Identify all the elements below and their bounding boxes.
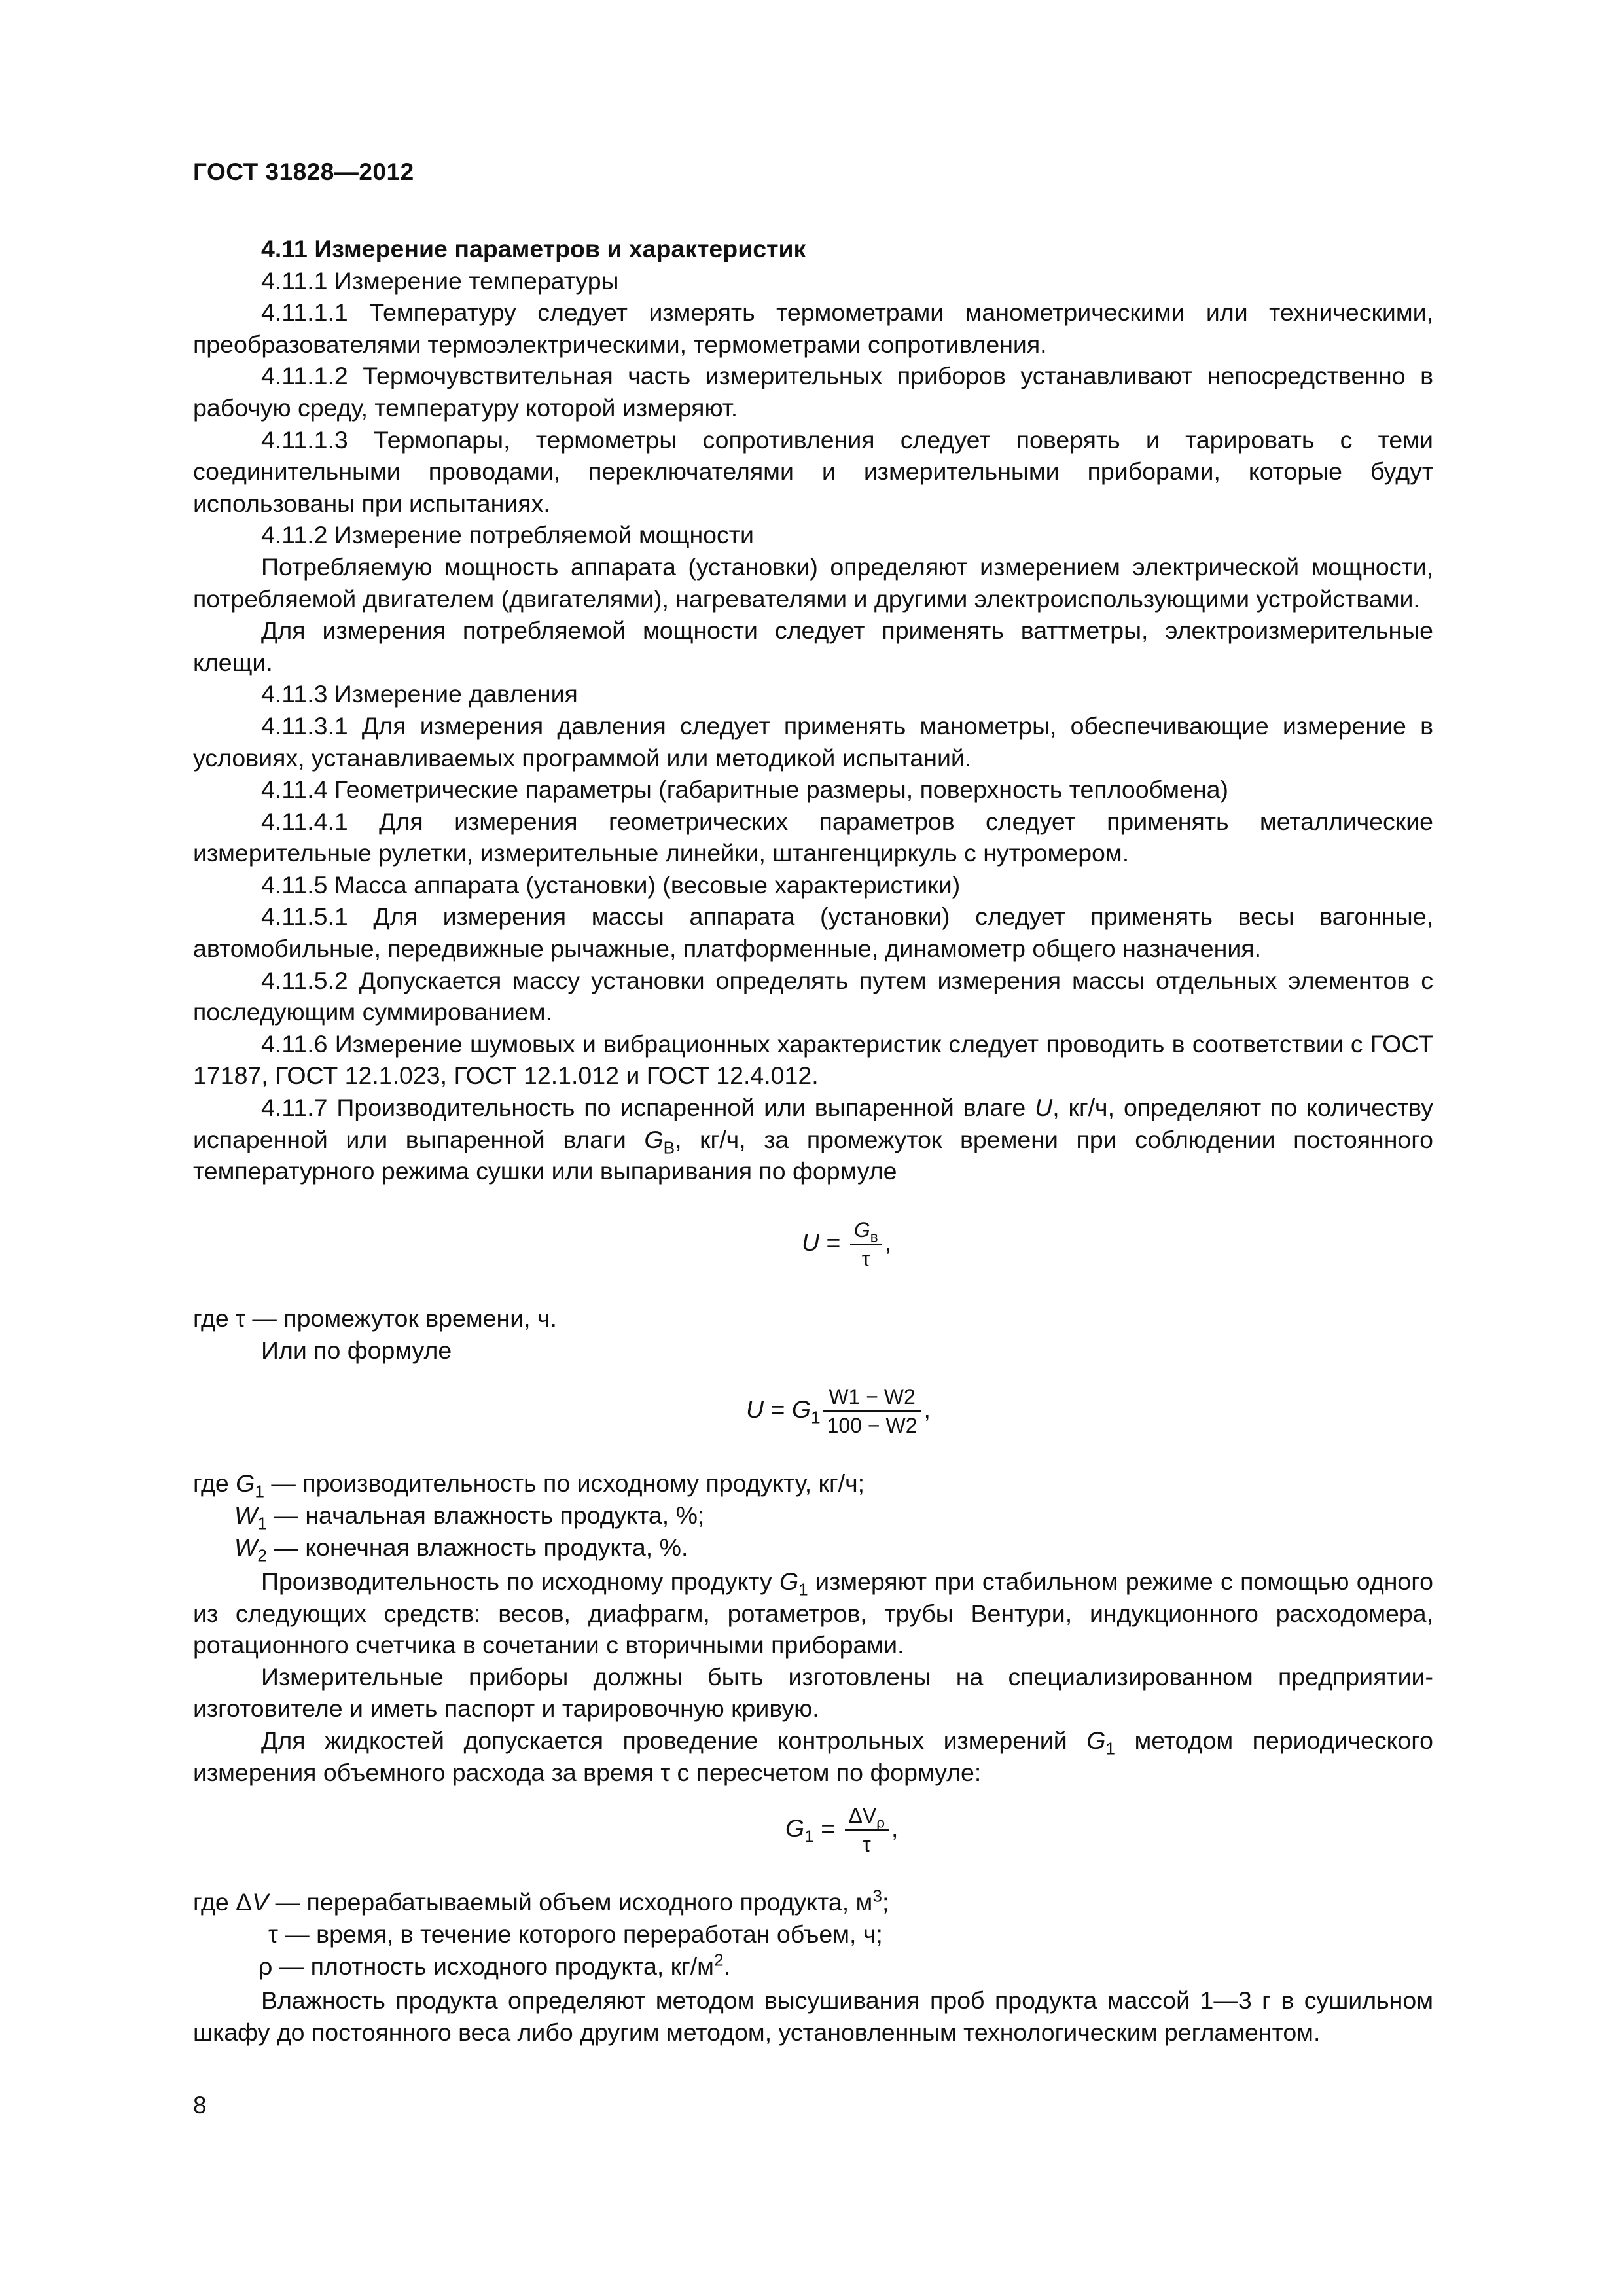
paragraph-4-11-1-3: 4.11.1.3 Термопары, термометры сопротивления следует поверять и тарировать с теми соединительными проводами, переключателями и измерительными приборами, которые будут использованы при испытаниях.: [193, 425, 1433, 517]
formula-productivity: U = $\frac{G_в}{\tau}$ ,: [802, 1218, 892, 1270]
paragraph-4-11-2: 4.11.2 Измерение потребляемой мощности: [261, 521, 754, 549]
formula-fraction: $\frac{W1 - W2}{100 - W2}$: [823, 1384, 921, 1438]
formula-fraction: $\frac{\Delta V_\rho}{\tau}$: [845, 1803, 889, 1857]
where-delta-v: где ΔV — перерабатываемый объем исходного продукта, $м^3$;: [193, 1886, 889, 1916]
paragraph-4-11-1-2: 4.11.1.2 Термочувствительная часть измерительных приборов устанавливают непосредственно в рабочую среду, температуру которой измеряют.: [193, 362, 1433, 422]
paragraph-moisture: Влажность продукта определяют методом высушивания проб продукта массой 1—3 г в сушильном шкафу до постоянного веса либо другим методом, установленным технологическим регламентом.: [193, 1986, 1433, 2046]
body-final: [193, 1984, 1433, 2048]
paragraph-instruments: Измерительные приборы должны быть изготовлены на специализированном предприятии-изготовителе и иметь паспорт и тарировочную кривую.: [193, 1662, 1433, 1723]
formula-fraction: $\frac{G_в}{\tau}$: [850, 1217, 882, 1271]
or-formula-text: Или по формуле: [261, 1336, 452, 1364]
formula-productivity-moisture: $U = G_1$ $\frac{W1 - W2}{100 - W2}$ ,: [746, 1385, 931, 1437]
paragraph-4-11-5-1: 4.11.5.1 Для измерения массы аппарата (установки) следует применять весы вагонные, автомобильные, передвижные рычажные, платформенные, динамометр общего назначения.: [193, 903, 1433, 963]
formula-volume-flow: $G_1$ = $\frac{\Delta V_\rho}{\tau}$ ,: [785, 1804, 899, 1856]
section-title: 4.11 Измерение параметров и характеристик: [261, 235, 806, 262]
paragraph-4-11-5-2: 4.11.5.2 Допускается массу установки определять путем измерения массы отдельных элементов с последующим суммированием.: [193, 966, 1433, 1026]
paragraph-4-11-4: 4.11.4 Геометрические параметры (габаритные размеры, поверхность теплообмена): [261, 776, 1228, 804]
paragraph-power-2: Для измерения потребляемой мощности следует применять ваттметры, электроизмерительные клещи.: [193, 617, 1433, 676]
where-w1: $W_1$ — начальная влажность продукта, %;: [234, 1501, 705, 1534]
paragraph-4-11-6: 4.11.6 Измерение шумовых и вибрационных характеристик следует проводить в соответствии с ГОСТ 17187, ГОСТ 12.1.023, ГОСТ 12.1.012 и ГОСТ 12.4.012.: [193, 1030, 1433, 1090]
body-continued: [193, 1566, 1433, 1788]
where-w2: $W_2$ — конечная влажность продукта, %.: [234, 1534, 688, 1566]
page-number: 8: [193, 2092, 207, 2119]
paragraph-4-11-4-1: 4.11.4.1 Для измерения геометрических параметров следует применять металлические измерительные рулетки, измерительные линейки, штангенциркуль с нутромером.: [193, 807, 1433, 867]
where-tau-time: τ — время, в течение которого переработан объем, ч;: [268, 1920, 883, 1948]
section-body: [193, 233, 1433, 1187]
paragraph-4-11-1: 4.11.1 Измерение температуры: [261, 266, 619, 295]
paragraph-4-11-7: 4.11.7 Производительность по испаренной или выпаренной влаге U, кг/ч, определяют по количеству испаренной или выпаренной влаги $G_В$, кг/ч, за промежуток времени при соблюдении постоянного температурного режима сушки или выпаривания по формуле: [193, 1094, 1434, 1185]
paragraph-liquids: Для жидкостей допускается проведение контрольных измерений $G_1$ методом периодического измерения объемного расхода за время τ с пересчетом по формуле:: [193, 1726, 1433, 1786]
document-header: ГОСТ 31828—2012: [193, 158, 414, 185]
paragraph-4-11-5: 4.11.5 Масса аппарата (установки) (весовые характеристики): [261, 870, 961, 899]
paragraph-4-11-3: 4.11.3 Измерение давления: [261, 680, 578, 708]
where-tau: где τ — промежуток времени, ч.: [193, 1304, 557, 1332]
where-g1: где $G_1$ — производительность по исходному продукту, кг/ч;: [193, 1469, 865, 1501]
paragraph-power-1: Потребляемую мощность аппарата (установки) определяют измерением электрической мощности, потребляемой двигателем (двигателями), нагревателями и другими электроиспользующими устройствами.: [193, 552, 1433, 613]
where-rho: ρ — плотность исходного продукта, $кг/м^2$.: [259, 1950, 730, 1980]
paragraph-4-11-3-1: 4.11.3.1 Для измерения давления следует применять манометры, обеспечивающие измерение в условиях, устанавливаемых программой или методикой испытаний.: [193, 711, 1433, 772]
paragraph-g1-measure: Производительность по исходному продукту $G_1$ измеряют при стабильном режиме с помощью одного из следующих средств: весов, диафрагм, ротаметров, трубы Вентури, индукционного расходомера, ротационного счетчика в сочетании с вторичными приборами.: [193, 1568, 1433, 1659]
paragraph-4-11-1-1: 4.11.1.1 Температуру следует измерять термометрами манометрическими или техническими, преобразователями термоэлектрическими, термометрами сопротивления.: [193, 298, 1433, 358]
